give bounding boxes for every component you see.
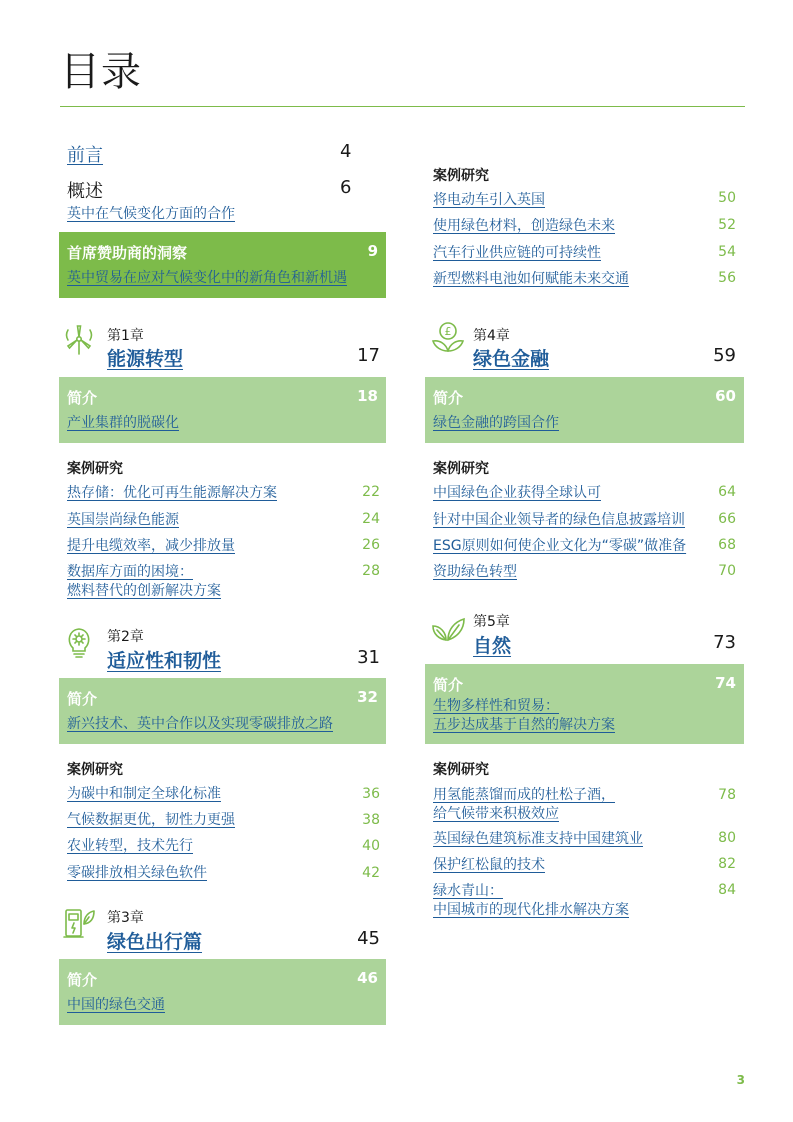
toc-overview-link[interactable]: 英中在气候变化方面的合作 xyxy=(67,206,235,222)
chapter-5-case-1-page: 78 xyxy=(718,787,736,803)
chapter-1-case-3[interactable]: 提升电缆效率，减少排放量 xyxy=(67,538,235,554)
chapter-3-title-link[interactable]: 绿色出行篇 xyxy=(107,931,203,953)
chapter-1-case-4-page: 28 xyxy=(362,563,380,579)
chapter-3-intro-link[interactable]: 中国的绿色交通 xyxy=(67,997,165,1013)
chapter-5-case-heading: 案例研究 xyxy=(433,762,489,778)
chapter-5-case-4[interactable]: 绿水青山： xyxy=(433,883,503,899)
chapter-3-case-1-page: 50 xyxy=(718,190,736,206)
chapter-3-case-1[interactable]: 将电动车引入英国 xyxy=(433,192,545,208)
sponsor-box xyxy=(59,232,386,298)
chapter-2-label: 第2章 xyxy=(107,629,144,645)
chapter-5-intro-link-line2[interactable]: 五步达成基于自然的解决方案 xyxy=(433,717,615,733)
chapter-1-intro-box xyxy=(59,377,386,443)
chapter-4-case-1-page: 64 xyxy=(718,484,736,500)
svg-text:£: £ xyxy=(444,325,452,338)
chapter-4-case-4[interactable]: 资助绿色转型 xyxy=(433,564,517,580)
chapter-5-case-2[interactable]: 英国绿色建筑标准支持中国建筑业 xyxy=(433,831,643,847)
leaves-icon xyxy=(431,612,465,646)
chapter-2-case-1[interactable]: 为碳中和制定全球化标准 xyxy=(67,786,221,802)
chapter-4-case-heading: 案例研究 xyxy=(433,461,489,477)
chapter-3-case-4[interactable]: 新型燃料电池如何赋能未来交通 xyxy=(433,271,629,287)
chapter-1-page: 17 xyxy=(357,345,380,366)
chapter-2-case-1-page: 36 xyxy=(362,786,380,802)
chapter-2-page: 31 xyxy=(357,647,380,668)
chapter-5-case-2-page: 80 xyxy=(718,830,736,846)
chapter-2-intro-box xyxy=(59,678,386,744)
chapter-2-case-3-page: 40 xyxy=(362,838,380,854)
sponsor-link[interactable]: 英中贸易在应对气候变化中的新角色和新机遇 xyxy=(67,270,347,286)
chapter-2-case-2-page: 38 xyxy=(362,812,380,828)
chapter-3-case-2-page: 52 xyxy=(718,217,736,233)
chapter-1-case-2[interactable]: 英国崇尚绿色能源 xyxy=(67,512,179,528)
page-title: 目录 xyxy=(60,49,142,95)
chapter-3-intro-box xyxy=(59,959,386,1025)
chapter-5-label: 第5章 xyxy=(473,614,510,630)
chapter-4-case-3-page: 68 xyxy=(718,537,736,553)
chapter-5-intro-page: 74 xyxy=(715,674,736,692)
chapter-1-intro-link[interactable]: 产业集群的脱碳化 xyxy=(67,415,179,431)
chapter-4-page: 59 xyxy=(713,345,736,366)
chapter-1-label: 第1章 xyxy=(107,328,144,344)
chapter-4-case-2-page: 66 xyxy=(718,511,736,527)
chapter-4-label: 第4章 xyxy=(473,328,510,344)
chapter-3-case-3-page: 54 xyxy=(718,244,736,260)
chapter-1-title-link[interactable]: 能源转型 xyxy=(107,348,184,370)
chapter-5-case-4-line2[interactable]: 中国城市的现代化排水解决方案 xyxy=(433,902,629,918)
chapter-2-case-3[interactable]: 农业转型，技术先行 xyxy=(67,838,193,854)
chapter-1-case-1[interactable]: 热存储：优化可再生能源解决方案 xyxy=(67,485,277,501)
pound-leaf-icon xyxy=(431,320,465,354)
chapter-3-case-4-page: 56 xyxy=(718,270,736,286)
chapter-4-intro-box xyxy=(425,377,744,443)
chapter-5-intro-link[interactable]: 生物多样性和贸易： xyxy=(433,698,559,714)
chapter-5-page: 73 xyxy=(713,632,736,653)
chapter-2-case-2[interactable]: 气候数据更优，韧性力更强 xyxy=(67,812,235,828)
chapter-5-case-4-page: 84 xyxy=(718,882,736,898)
page-number: 3 xyxy=(736,1073,745,1087)
sponsor-title: 首席赞助商的洞察 xyxy=(67,244,188,262)
chapter-5-intro-label: 简介 xyxy=(433,676,464,694)
chapter-5-case-1-line2[interactable]: 给气候带来积极效应 xyxy=(433,806,559,822)
title-divider xyxy=(60,106,745,107)
toc-overview-page: 6 xyxy=(340,177,352,198)
chapter-3-case-3[interactable]: 汽车行业供应链的可持续性 xyxy=(433,245,601,261)
toc-foreword-page: 4 xyxy=(340,141,352,162)
chapter-4-case-2[interactable]: 针对中国企业领导者的绿色信息披露培训 xyxy=(433,512,685,528)
chapter-1-case-4-line2[interactable]: 燃料替代的创新解决方案 xyxy=(67,583,221,599)
chapter-2-intro-label: 简介 xyxy=(67,690,98,708)
chapter-2-intro-page: 32 xyxy=(357,688,378,706)
chapter-2-case-heading: 案例研究 xyxy=(67,762,123,778)
chapter-4-case-3[interactable]: ESG原则如何使企业文化为“零碳”做准备 xyxy=(433,538,687,554)
chapter-3-intro-page: 46 xyxy=(357,969,378,987)
chapter-5-title-link[interactable]: 自然 xyxy=(473,635,512,657)
chapter-3-page: 45 xyxy=(357,928,380,949)
chapter-3-intro-label: 简介 xyxy=(67,971,98,989)
chapter-3-case-heading: 案例研究 xyxy=(433,168,489,184)
chapter-4-intro-label: 简介 xyxy=(433,389,464,407)
chapter-2-case-4[interactable]: 零碳排放相关绿色软件 xyxy=(67,865,207,881)
chapter-1-case-2-page: 24 xyxy=(362,511,380,527)
chapter-1-case-3-page: 26 xyxy=(362,537,380,553)
lightbulb-gear-icon xyxy=(62,624,96,658)
sponsor-page: 9 xyxy=(367,242,378,260)
toc-overview-title: 概述 xyxy=(67,181,103,202)
chapter-3-label: 第3章 xyxy=(107,910,144,926)
chapter-2-case-4-page: 42 xyxy=(362,865,380,881)
wind-turbine-icon xyxy=(62,322,96,356)
chapter-4-case-1[interactable]: 中国绿色企业获得全球认可 xyxy=(433,485,601,501)
chapter-1-intro-label: 简介 xyxy=(67,389,98,407)
chapter-5-intro-box xyxy=(425,664,744,744)
chapter-4-title-link[interactable]: 绿色金融 xyxy=(473,348,550,370)
chapter-4-case-4-page: 70 xyxy=(718,563,736,579)
ev-charger-icon xyxy=(62,906,96,940)
chapter-2-title-link[interactable]: 适应性和韧性 xyxy=(107,650,222,672)
chapter-3-case-2[interactable]: 使用绿色材料，创造绿色未来 xyxy=(433,218,615,234)
chapter-5-case-1[interactable]: 用氢能蒸馏而成的杜松子酒， xyxy=(433,787,615,803)
chapter-1-case-4[interactable]: 数据库方面的困境： xyxy=(67,564,193,580)
chapter-1-intro-page: 18 xyxy=(357,387,378,405)
toc-foreword-link[interactable]: 前言 xyxy=(67,145,103,166)
chapter-4-intro-link[interactable]: 绿色金融的跨国合作 xyxy=(433,415,559,431)
chapter-1-case-1-page: 22 xyxy=(362,484,380,500)
chapter-2-intro-link[interactable]: 新兴技术、英中合作以及实现零碳排放之路 xyxy=(67,716,333,732)
chapter-5-case-3[interactable]: 保护红松鼠的技术 xyxy=(433,857,545,873)
chapter-1-case-heading: 案例研究 xyxy=(67,461,123,477)
chapter-4-intro-page: 60 xyxy=(715,387,736,405)
chapter-5-case-3-page: 82 xyxy=(718,856,736,872)
